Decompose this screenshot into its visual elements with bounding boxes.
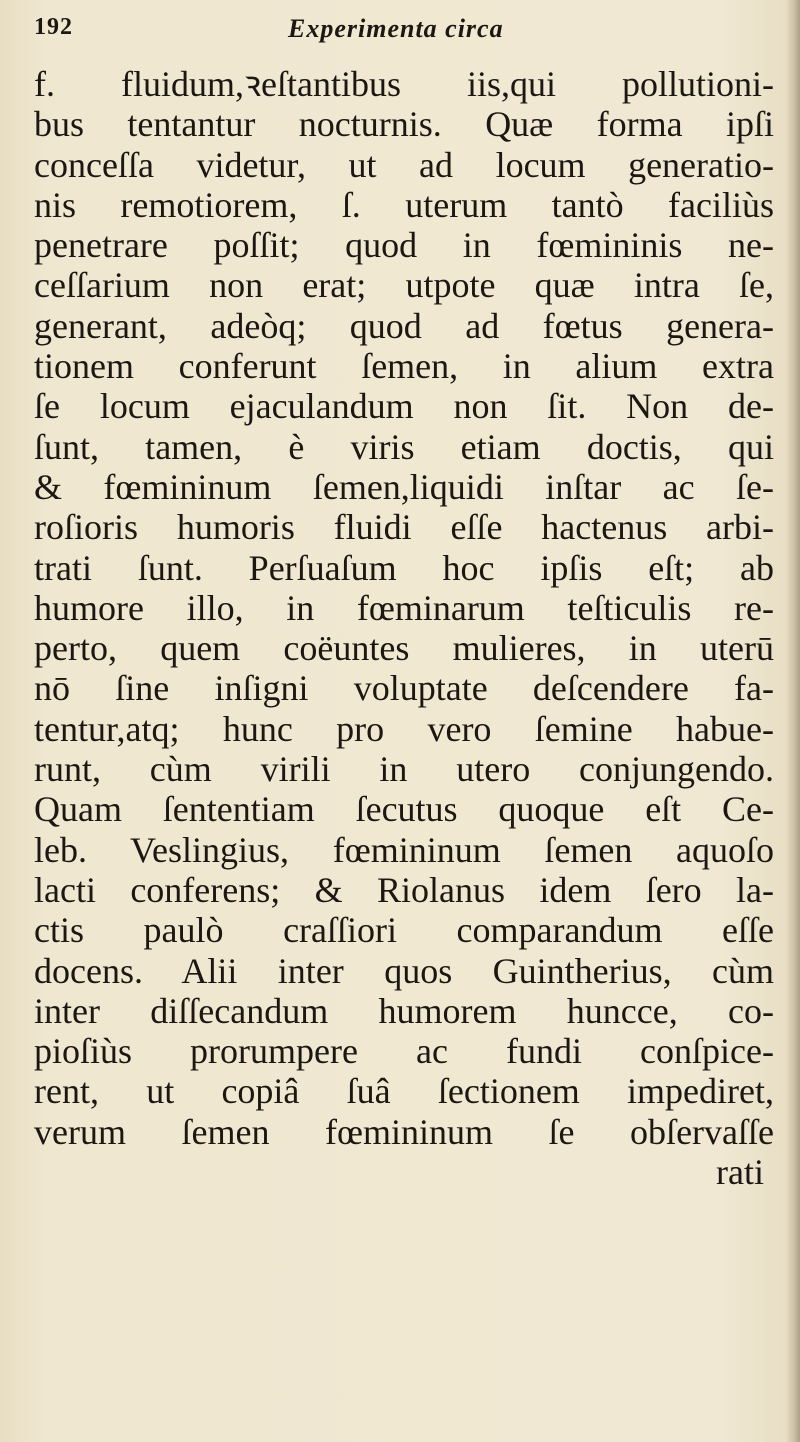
- text-line: nis remotiorem, ſ. uterum tantò faciliùs: [34, 184, 774, 225]
- body-text: [34, 64, 774, 1192]
- text-line: ctis paulò craſſiori comparandum eſſe: [34, 910, 774, 951]
- text-line: leb. Veslingius, fœmininum ſemen aquoſo: [34, 829, 774, 870]
- text-line: runt, cùm virili in utero conjungendo.: [34, 749, 774, 790]
- text-line: lacti conferens; & Riolanus idem ſero la-: [34, 869, 774, 910]
- text-line: generant, adeòq; quod ad fœtus genera-: [34, 305, 774, 346]
- text-line: perto, quem coëuntes mulieres, in uterū: [34, 628, 774, 669]
- text-line: ſunt, tamen, è viris etiam doctis, qui: [34, 426, 774, 467]
- text-line: verum ſemen fœmininum ſe obſervaſſe: [34, 1111, 774, 1152]
- text-line: conceſſa videtur, ut ad locum generatio-: [34, 144, 774, 185]
- text-line: tentur,atq; hunc pro vero ſemine habue-: [34, 708, 774, 749]
- text-line: & fœmininum ſemen,liquidi inſtar ac ſe-: [34, 466, 774, 507]
- page-edge-shadow: [786, 0, 800, 1442]
- text-line: ſe locum ejaculandum non ſit. Non de-: [34, 386, 774, 427]
- text-line: bus tentantur nocturnis. Quæ forma ipſi: [34, 104, 774, 145]
- text-line: nō ſine inſigni voluptate deſcendere fa-: [34, 668, 774, 709]
- text-line: f. fluidum,ꝛeſtantibus iis,qui pollutioni-: [34, 64, 774, 104]
- page-number: 192: [34, 14, 73, 40]
- text-line: roſioris humoris fluidi eſſe hactenus arbi-: [34, 507, 774, 548]
- catchword: rati: [716, 1152, 764, 1193]
- running-head: Experimenta circa: [288, 14, 504, 43]
- text-line: pioſiùs prorumpere ac fundi conſpice-: [34, 1031, 774, 1072]
- text-line: docens. Alii inter quos Guintherius, cùm: [34, 950, 774, 991]
- text-line: penetrare poſſit; quod in fœmininis ne-: [34, 225, 774, 266]
- text-line: trati ſunt. Perſuaſum hoc ipſis eſt; ab: [34, 547, 774, 588]
- text-line: Quam ſententiam ſecutus quoque eſt Ce-: [34, 789, 774, 830]
- page-header: [32, 8, 770, 48]
- text-line: tionem conferunt ſemen, in alium extra: [34, 346, 774, 387]
- text-line: inter diſſecandum humorem huncce, co-: [34, 990, 774, 1031]
- text-line: rent, ut copiâ ſuâ ſectionem impediret,: [34, 1071, 774, 1112]
- text-line: humore illo, in fœminarum teſticulis re-: [34, 587, 774, 628]
- text-line: ceſſarium non erat; utpote quæ intra ſe,: [34, 265, 774, 306]
